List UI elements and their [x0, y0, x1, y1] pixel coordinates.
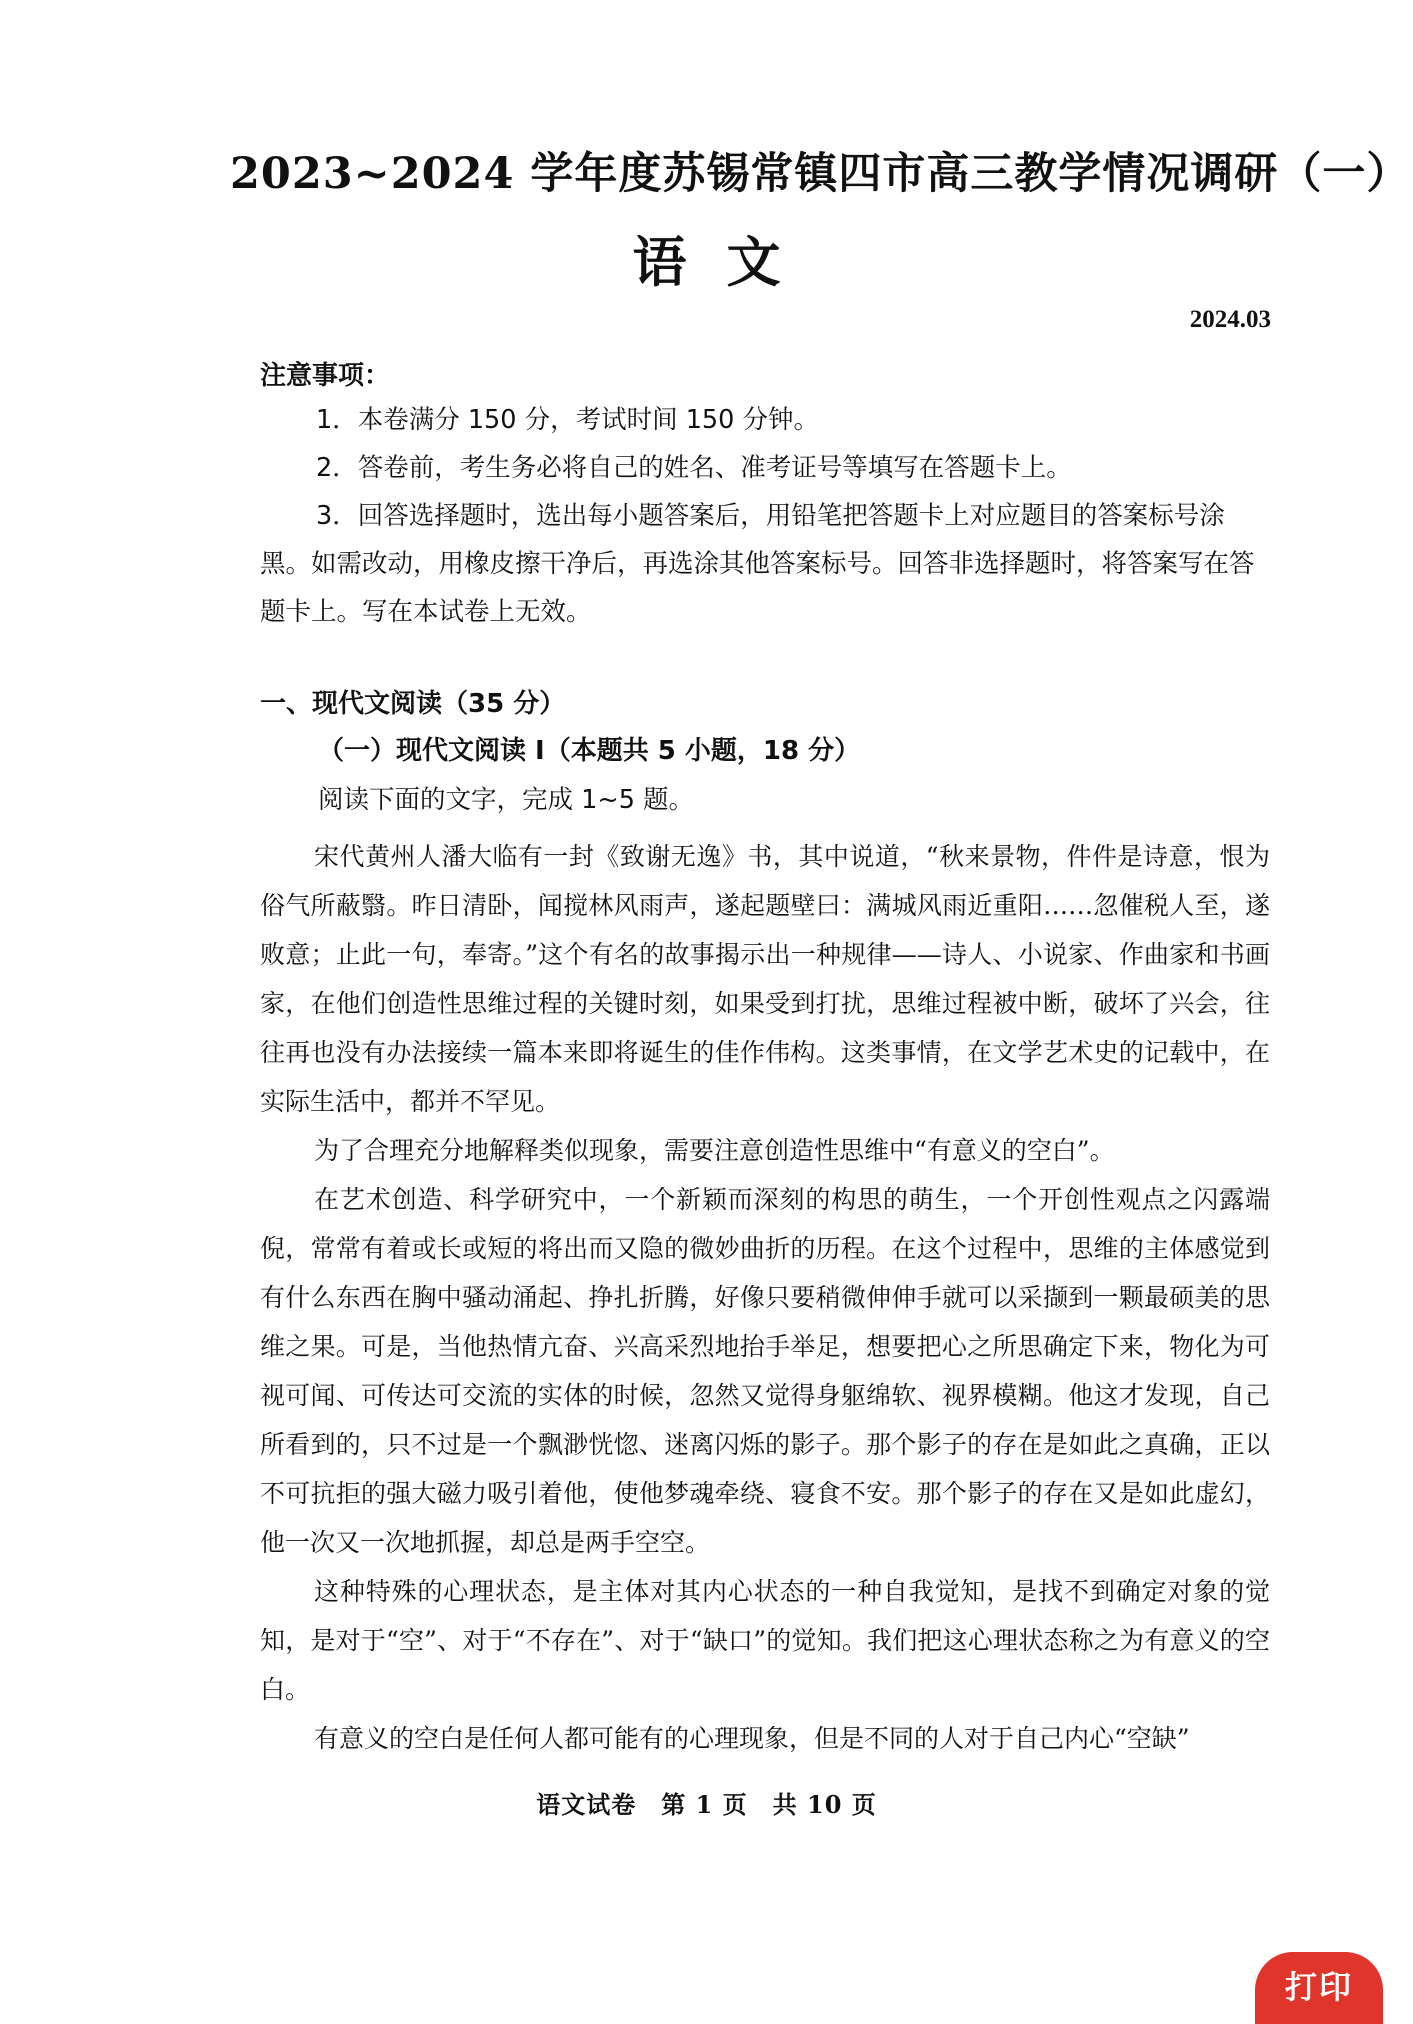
passage-paragraph: 有意义的空白是任何人都可能有的心理现象，但是不同的人对于自己内心“空缺” [314, 1724, 1190, 1753]
passage-paragraph: 这种特殊的心理状态，是主体对其内心状态的一种自我觉知，是找不到确定对象的觉知，是对于“空”、对于“不存在”、对于“缺口”的觉知。我们把这心理状态称之为有意义的空白。 [260, 1577, 1270, 1704]
print-button[interactable]: 打印 [1255, 1952, 1383, 2024]
reading-instruction: 阅读下面的文字，完成 1~5 题。 [318, 785, 695, 815]
passage-paragraph: 宋代黄州人潘大临有一封《致谢无逸》书，其中说道，“秋来景物，件件是诗意，恨为俗气所蔽翳。昨日清卧，闻搅林风雨声，遂起题壁曰：满城风雨近重阳……忽催税人至，遂败意；止此一句，奉寄。”这个有名的故事揭示出一种规律——诗人、小说家、作曲家和书画家，在他们创造性思维过程的关键时刻，如果受到打扰，思维过程被中断，破坏了兴会，往往再也没有办法接续一篇本来即将诞生的佳作伟构。这类事情，在文学艺术史的记载中，在实际生活中，都并不罕见。 [260, 842, 1270, 1116]
notice-item: 1．本卷满分 150 分，考试时间 150 分钟。 [316, 405, 819, 435]
page-footer: 语文试卷 第 1 页 共 10 页 [536, 1790, 877, 1819]
notice-item: 2．答卷前，考生务必将自己的姓名、准考证号等填写在答题卡上。 [316, 453, 1072, 483]
notice-heading: 注意事项： [260, 361, 391, 391]
exam-date: 2024.03 [1189, 306, 1271, 333]
notice-list [260, 396, 1275, 636]
passage-paragraph: 为了合理充分地解释类似现象，需要注意创造性思维中“有意义的空白”。 [314, 1136, 1115, 1165]
section-heading: 一、现代文阅读（35 分） [260, 689, 566, 719]
exam-title: 2023~2024 学年度苏锡常镇四市高三教学情况调研（一） [230, 149, 1411, 199]
subsection-heading: （一）现代文阅读 I（本题共 5 小题，18 分） [318, 736, 861, 766]
notice-item: 3．回答选择题时，选出每小题答案后，用铅笔把答题卡上对应题目的答案标号涂黑。如需改动，用橡皮擦干净后，再选涂其他答案标号。回答非选择题时，将答案写在答题卡上。写在本试卷上无效。 [260, 501, 1255, 627]
reading-passage [260, 832, 1270, 1763]
subject-title: 语文 [632, 230, 821, 294]
passage-paragraph: 在艺术创造、科学研究中，一个新颖而深刻的构思的萌生，一个开创性观点之闪露端倪，常常有着或长或短的将出而又隐的微妙曲折的历程。在这个过程中，思维的主体感觉到有什么东西在胸中骚动涌起、挣扎折腾，好像只要稍微伸伸手就可以采撷到一颗最硕美的思维之果。可是，当他热情亢奋、兴高采烈地抬手举足，想要把心之所思确定下来，物化为可视可闻、可传达可交流的实体的时候，忽然又觉得身躯绵软、视界模糊。他这才发现，自己所看到的，只不过是一个飘渺恍惚、迷离闪烁的影子。那个影子的存在是如此之真确，正以不可抗拒的强大磁力吸引着他，使他梦魂牵绕、寝食不安。那个影子的存在又是如此虚幻，他一次又一次地抓握，却总是两手空空。 [260, 1185, 1270, 1557]
